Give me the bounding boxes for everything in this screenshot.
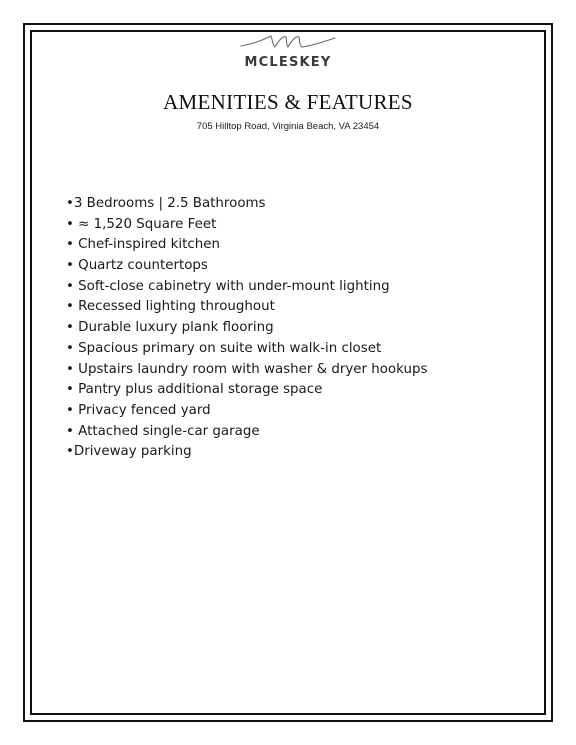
list-item: • Attached single-car garage [66,423,260,439]
list-item: • Soft-close cabinetry with under-mount lighting [66,278,390,294]
property-address: 705 Hilltop Road, Virginia Beach, VA 23454 [196,121,380,132]
brand-logo [0,30,576,70]
list-item: •3 Bedrooms | 2.5 Bathrooms [66,196,266,211]
brand-name: MCLESKEY [244,55,332,70]
list-item: • Recessed lighting throughout [66,299,275,315]
list-item: • Durable luxury plank flooring [66,320,274,336]
page-title: AMENITIES & FEATURES [163,90,413,114]
list-item: • Upstairs laundry room with washer & dryer hookups [66,361,428,377]
signature-m-icon [233,30,343,52]
list-item: • Quartz countertops [66,258,208,274]
list-item: • Pantry plus additional storage space [66,382,323,398]
features-list [66,194,427,463]
list-item: • Spacious primary on suite with walk-in closet [66,340,382,356]
list-item: •Driveway parking [66,444,192,460]
list-item: • Chef-inspired kitchen [66,237,220,253]
list-item: • ≈ 1,520 Square Feet [66,216,217,232]
list-item: • Privacy fenced yard [66,402,211,418]
